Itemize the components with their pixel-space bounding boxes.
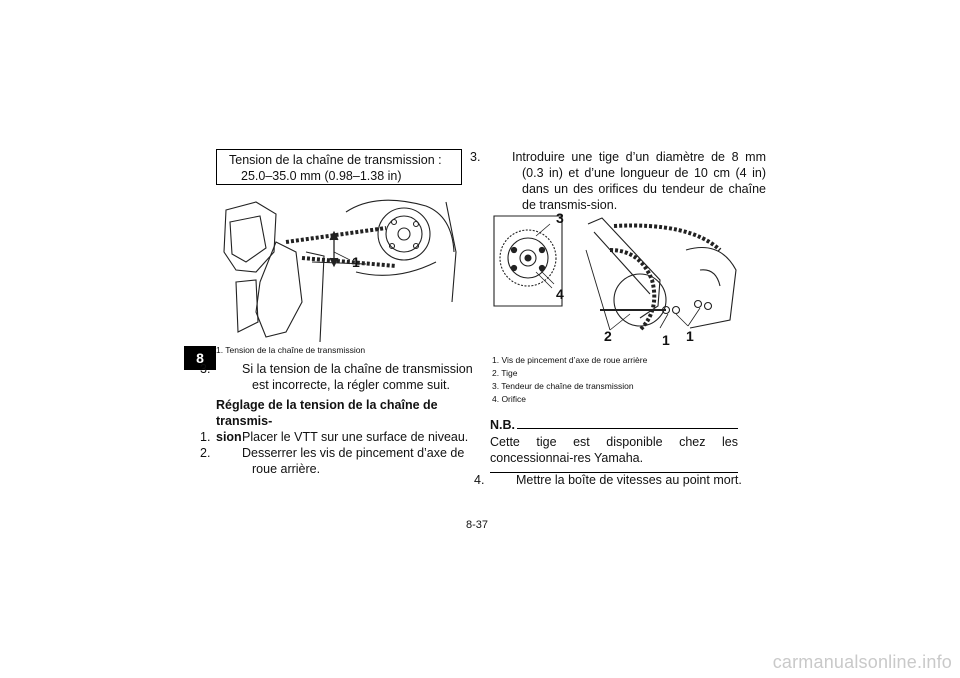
step-4-right-number: 4. <box>474 473 485 487</box>
step-3-right <box>470 149 766 213</box>
step-3-left-text: Si la tension de la chaîne de transmission est incorrecte, la régler comme suit. <box>242 362 473 392</box>
figure2-callout-1b: 1 <box>686 328 694 344</box>
step-2-left-number: 2. <box>200 446 211 460</box>
step-3-right-text: Introduire une tige d’un diamètre de 8 mm (0.3 in) et d’une longueur de 10 cm (4 in) dans un des orifices du tendeur de chaîne de transmis-sion. <box>512 150 766 212</box>
figure2-callout-4: 4 <box>556 286 564 302</box>
figure2-caption-4: 4. Orifice <box>492 394 527 404</box>
figure1-callout-1: 1 <box>352 254 360 270</box>
figure2-caption-3: 3. Tendeur de chaîne de transmission <box>492 381 634 391</box>
figure2-callout-2: 2 <box>604 328 612 344</box>
step-2-left-text: Desserrer les vis de pincement d’axe de roue arrière. <box>242 446 465 476</box>
spec-box <box>216 149 462 185</box>
step-1-left-text: Placer le VTT sur une surface de niveau. <box>242 430 469 444</box>
note-top-rule <box>517 428 738 429</box>
step-4-right <box>474 472 766 488</box>
chain-tension-illustration <box>216 192 462 342</box>
step-4-right-text: Mettre la boîte de vitesses au point mort. <box>516 473 742 487</box>
figure-chain-tension <box>216 192 462 342</box>
figure-chain-puller <box>490 210 740 350</box>
chain-puller-illustration <box>490 210 740 350</box>
step-3-left <box>200 361 490 393</box>
note-label: N.B. <box>490 418 515 432</box>
step-3-left-number: 3. <box>200 362 211 376</box>
section-heading-line-1: Réglage de la tension de la chaîne de transmis- <box>216 398 438 428</box>
note-text: Cette tige est disponible chez les concessionnai-res Yamaha. <box>490 435 738 465</box>
figure2-caption-1: 1. Vis de pincement d’axe de roue arrière <box>492 355 648 365</box>
step-1-left <box>200 429 490 445</box>
figure1-caption: 1. Tension de la chaîne de transmission <box>216 345 366 355</box>
figure2-callout-1a: 1 <box>662 332 670 348</box>
section-heading-line-2: sion <box>216 430 242 444</box>
page-number: 8-37 <box>466 519 489 531</box>
figure2-callout-3: 3 <box>556 210 564 226</box>
spec-title: Tension de la chaîne de transmission : <box>229 153 442 167</box>
figure2-captions <box>492 354 647 406</box>
figure2-caption-2: 2. Tige <box>492 368 518 378</box>
note-block <box>490 418 738 473</box>
spec-value: 25.0–35.0 mm (0.98–1.38 in) <box>241 169 402 183</box>
footer-watermark: carmanualsonline.info <box>772 652 952 672</box>
step-3-right-number: 3. <box>470 150 481 164</box>
step-1-left-number: 1. <box>200 430 211 444</box>
step-2-left <box>200 445 490 477</box>
section-tab: 8 <box>184 346 216 370</box>
